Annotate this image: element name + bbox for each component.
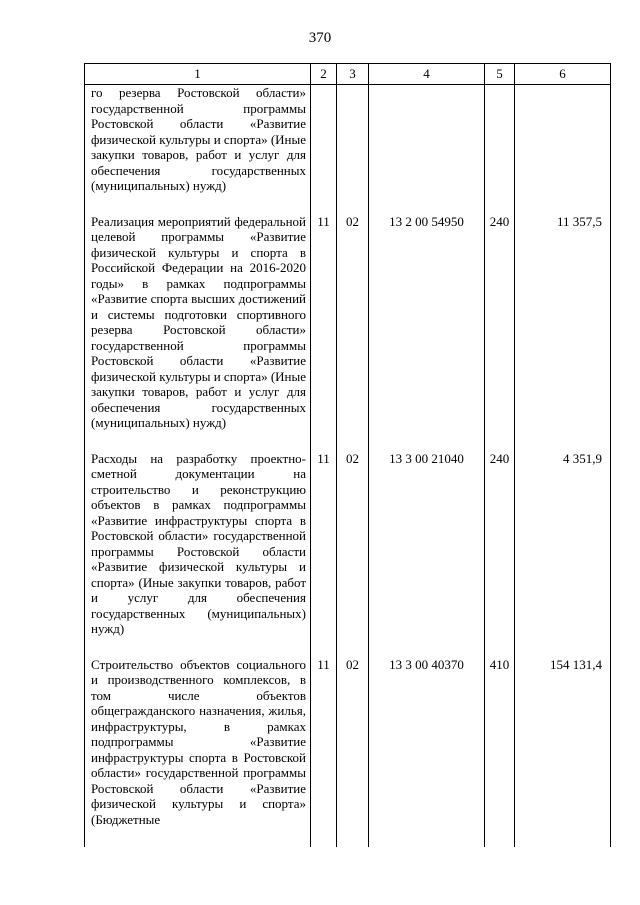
- row-target-article: 13 3 00 40370: [369, 657, 485, 848]
- row-section: 11: [311, 657, 337, 848]
- row-section: [311, 85, 337, 214]
- row-expense-type: [485, 85, 515, 214]
- row-amount: 4 351,9: [515, 451, 611, 657]
- table-row: [85, 85, 611, 214]
- row-section: 11: [311, 214, 337, 451]
- row-subsection: 02: [337, 451, 369, 657]
- row-amount: [515, 85, 611, 214]
- header-col-1: 1: [85, 64, 311, 85]
- row-target-article: 13 2 00 54950: [369, 214, 485, 451]
- row-subsection: [337, 85, 369, 214]
- row-target-article: 13 3 00 21040: [369, 451, 485, 657]
- header-col-6: 6: [515, 64, 611, 85]
- row-description: го резерва Ростовской области» государственной программы Ростовской области «Развитие физической культуры и спорта» (Иные закупки товаров, работ и услуг для обеспечения государственных (муниципальных) нужд): [85, 85, 311, 214]
- row-expense-type: 410: [485, 657, 515, 848]
- header-col-3: 3: [337, 64, 369, 85]
- row-description: Реализация мероприятий федеральной целевой программы «Развитие физической культуры и спорта в Российской Федерации на 2016-2020 годы» в рамках подпрограммы «Развитие спорта высших достижений и системы подготовки спортивного резерва Ростовской области» государственной программы Ростовской области «Развитие физической культуры и спорта» (Иные закупки товаров, работ и услуг для обеспечения государственных (муниципальных) нужд): [85, 214, 311, 451]
- table-row: [85, 657, 611, 848]
- page-number: 370: [308, 30, 332, 46]
- row-amount: 154 131,4: [515, 657, 611, 848]
- row-description: Расходы на разработку проектно-сметной документации на строительство и реконструкцию объектов в рамках подпрограммы «Развитие инфраструктуры спорта в Ростовской области» государственной программы Ростовской области «Развитие физической культуры и спорта» (Иные закупки товаров, работ и услуг для обеспечения государственных (муниципальных) нужд): [85, 451, 311, 657]
- table-row: [85, 214, 611, 451]
- row-subsection: 02: [337, 657, 369, 848]
- header-col-2: 2: [311, 64, 337, 85]
- row-subsection: 02: [337, 214, 369, 451]
- row-section: 11: [311, 451, 337, 657]
- budget-table: [84, 63, 611, 847]
- row-description: Строительство объектов социального и производственного комплексов, в том числе объектов общегражданского назначения, жилья, инфраструктуры, в рамках подпрограммы «Развитие инфраструктуры спорта в Ростовской области» государственной программы Ростовской области «Развитие физической культуры и спорта» (Бюджетные: [85, 657, 311, 848]
- row-expense-type: 240: [485, 451, 515, 657]
- header-row: [85, 64, 611, 85]
- header-col-5: 5: [485, 64, 515, 85]
- header-col-4: 4: [369, 64, 485, 85]
- row-target-article: [369, 85, 485, 214]
- table-row: [85, 451, 611, 657]
- row-amount: 11 357,5: [515, 214, 611, 451]
- row-expense-type: 240: [485, 214, 515, 451]
